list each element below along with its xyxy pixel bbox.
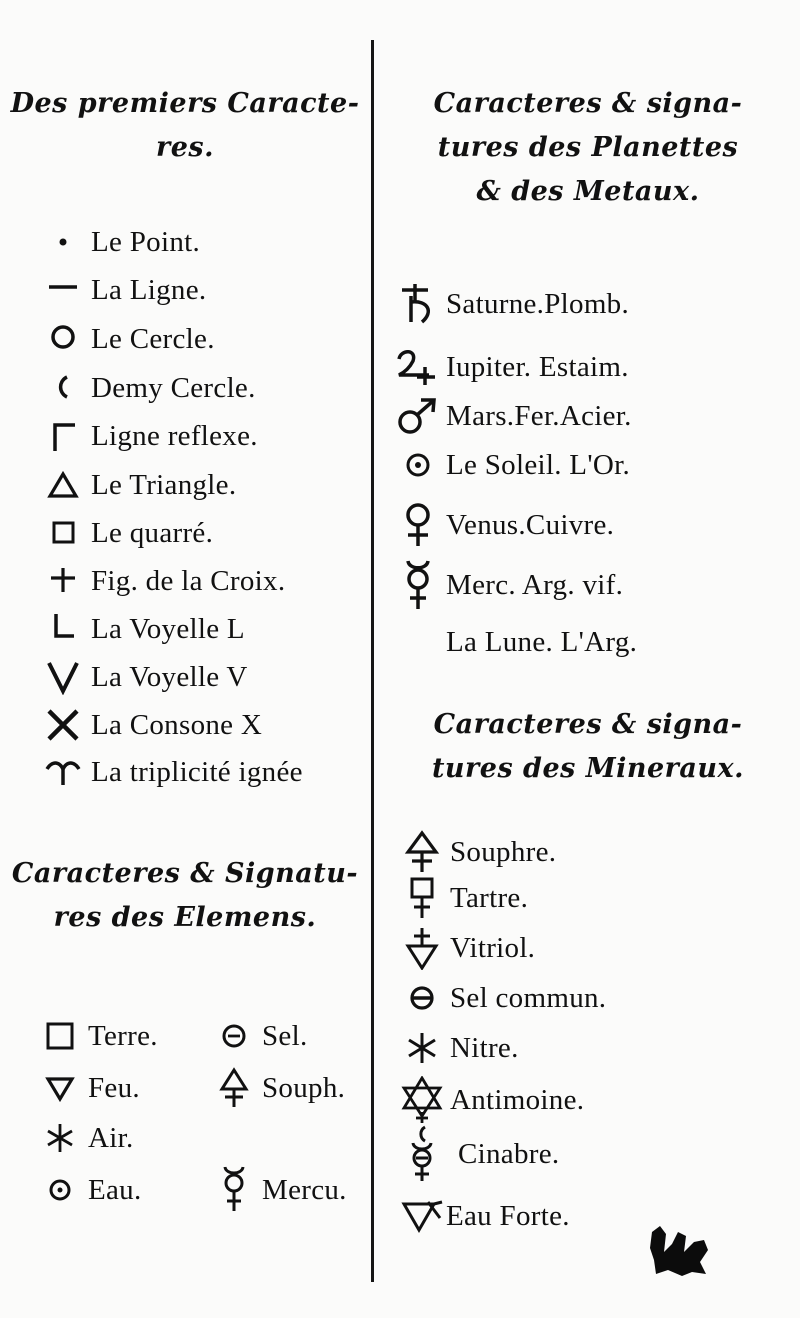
list-item: [35, 268, 206, 312]
list-item: [390, 282, 629, 326]
list-item: [206, 1014, 308, 1058]
heading-line: res.: [155, 132, 214, 163]
dot-icon: [35, 227, 91, 257]
letter-x-icon: [35, 708, 91, 742]
heading-line: Caracteres & signa-: [433, 709, 743, 740]
list-item: [35, 317, 215, 361]
mars-icon: [390, 396, 446, 436]
list-item: [394, 1132, 559, 1176]
sulphur-icon: [206, 1067, 262, 1109]
list-item: [394, 1194, 570, 1238]
list-item: [35, 220, 200, 264]
item-label: Sel.: [262, 1019, 308, 1052]
square-icon: [35, 518, 91, 548]
heading-planets-metals: [376, 82, 800, 214]
item-label: Mercu.: [262, 1173, 347, 1206]
circle-icon: [35, 323, 91, 355]
list-item: [390, 345, 629, 389]
item-label: Saturne.Plomb.: [446, 287, 630, 320]
item-label: Souph.: [262, 1071, 346, 1104]
list-item: [390, 620, 637, 664]
heading-basic-characters: [0, 82, 370, 170]
antimony-icon: [394, 1076, 450, 1124]
item-label: Eau Forte.: [446, 1199, 570, 1232]
item-label: Feu.: [88, 1071, 140, 1104]
item-label: Tartre.: [450, 881, 529, 914]
item-label: Venus.Cuivre.: [446, 508, 615, 541]
list-item: [32, 1116, 134, 1160]
item-label: Demy Cercle.: [91, 371, 256, 404]
heading-elements: [0, 852, 370, 940]
half-circle-icon: [35, 372, 91, 404]
item-label: Le Cercle.: [91, 322, 215, 355]
item-label: Eau.: [88, 1173, 142, 1206]
item-label: Mars.Fer.Acier.: [446, 399, 632, 432]
item-label: La Voyelle L: [91, 612, 245, 645]
item-label: Cinabre.: [458, 1137, 560, 1170]
list-item: [32, 1014, 158, 1058]
list-item: [35, 559, 285, 603]
heading-line: res des Elemens.: [53, 902, 317, 933]
item-label: La Voyelle V: [91, 660, 248, 693]
heading-line: Des premiers Caracte-: [10, 88, 360, 119]
item-label: La Ligne.: [91, 273, 207, 306]
item-label: Terre.: [88, 1019, 158, 1052]
item-label: Air.: [88, 1121, 134, 1154]
heading-minerals: [376, 703, 800, 791]
mercury-icon: [206, 1165, 262, 1215]
list-item: [390, 443, 630, 487]
item-label: Nitre.: [450, 1031, 519, 1064]
earth-square-icon: [32, 1020, 88, 1052]
item-label: Iupiter. Estaim.: [446, 350, 629, 383]
list-item: [394, 1026, 519, 1070]
item-label: Le Triangle.: [91, 468, 237, 501]
item-label: La triplicité ignée: [91, 755, 303, 788]
item-label: Fig. de la Croix.: [91, 564, 286, 597]
list-item: [206, 1168, 347, 1212]
venus-icon: [390, 502, 446, 548]
list-item: [35, 655, 248, 699]
list-item: [32, 1168, 142, 1212]
list-item: [35, 463, 236, 507]
item-label: Merc. Arg. vif.: [446, 568, 624, 601]
list-item: [394, 1078, 584, 1122]
heading-line: Caracteres & signa-: [433, 88, 743, 119]
item-label: Le Soleil. L'Or.: [446, 448, 630, 481]
ink-blot: [648, 1222, 712, 1278]
letter-l-icon: [35, 612, 91, 646]
fire-triangle-icon: [32, 1073, 88, 1103]
list-item: [390, 563, 623, 607]
list-item: [35, 703, 262, 747]
list-item: [394, 830, 556, 874]
heading-line: Caracteres & Signatu-: [11, 858, 359, 889]
list-item: [394, 876, 528, 920]
list-item: [35, 750, 303, 794]
list-item: [35, 414, 258, 458]
tartar-icon: [394, 876, 450, 920]
list-item: [394, 926, 535, 970]
heading-line: tures des Mineraux.: [431, 753, 745, 784]
fiery-triplicity-icon: [35, 755, 91, 789]
list-item: [390, 394, 632, 438]
line-icon: [35, 275, 91, 305]
list-item: [390, 503, 614, 547]
letter-v-icon: [35, 659, 91, 695]
reflex-line-icon: [35, 419, 91, 453]
item-label: La Lune. L'Arg.: [446, 625, 638, 658]
list-item: [32, 1066, 140, 1110]
air-star-icon: [32, 1121, 88, 1155]
cinnabar-icon: [394, 1125, 450, 1183]
list-item: [35, 607, 245, 651]
nitre-icon: [394, 1030, 450, 1066]
item-label: Sel commun.: [450, 981, 607, 1014]
list-item: [35, 366, 256, 410]
sun-icon: [390, 450, 446, 480]
item-label: Ligne reflexe.: [91, 419, 258, 452]
item-label: Le Point.: [91, 225, 201, 258]
jupiter-icon: [390, 347, 446, 387]
cross-icon: [35, 565, 91, 597]
item-label: Vitriol.: [450, 931, 536, 964]
mercury-planet-icon: [390, 559, 446, 611]
saturn-icon: [390, 282, 446, 326]
item-label: Le quarré.: [91, 516, 214, 549]
water-circle-icon: [32, 1175, 88, 1205]
vitriol-icon: [394, 926, 450, 970]
heading-line: & des Metaux.: [476, 176, 700, 207]
salt-circle-icon: [206, 1021, 262, 1051]
common-salt-icon: [394, 983, 450, 1013]
item-label: La Consone X: [91, 708, 263, 741]
triangle-icon: [35, 469, 91, 501]
aqua-fortis-icon: [394, 1198, 450, 1234]
column-divider: [371, 40, 374, 1282]
item-label: Antimoine.: [450, 1083, 585, 1116]
list-item: [394, 976, 606, 1020]
sulphur-mineral-icon: [394, 830, 450, 874]
list-item: [206, 1066, 345, 1110]
heading-line: tures des Planettes: [437, 132, 739, 163]
list-item: [35, 511, 213, 555]
item-label: Souphre.: [450, 835, 557, 868]
moon-icon: [390, 625, 446, 659]
